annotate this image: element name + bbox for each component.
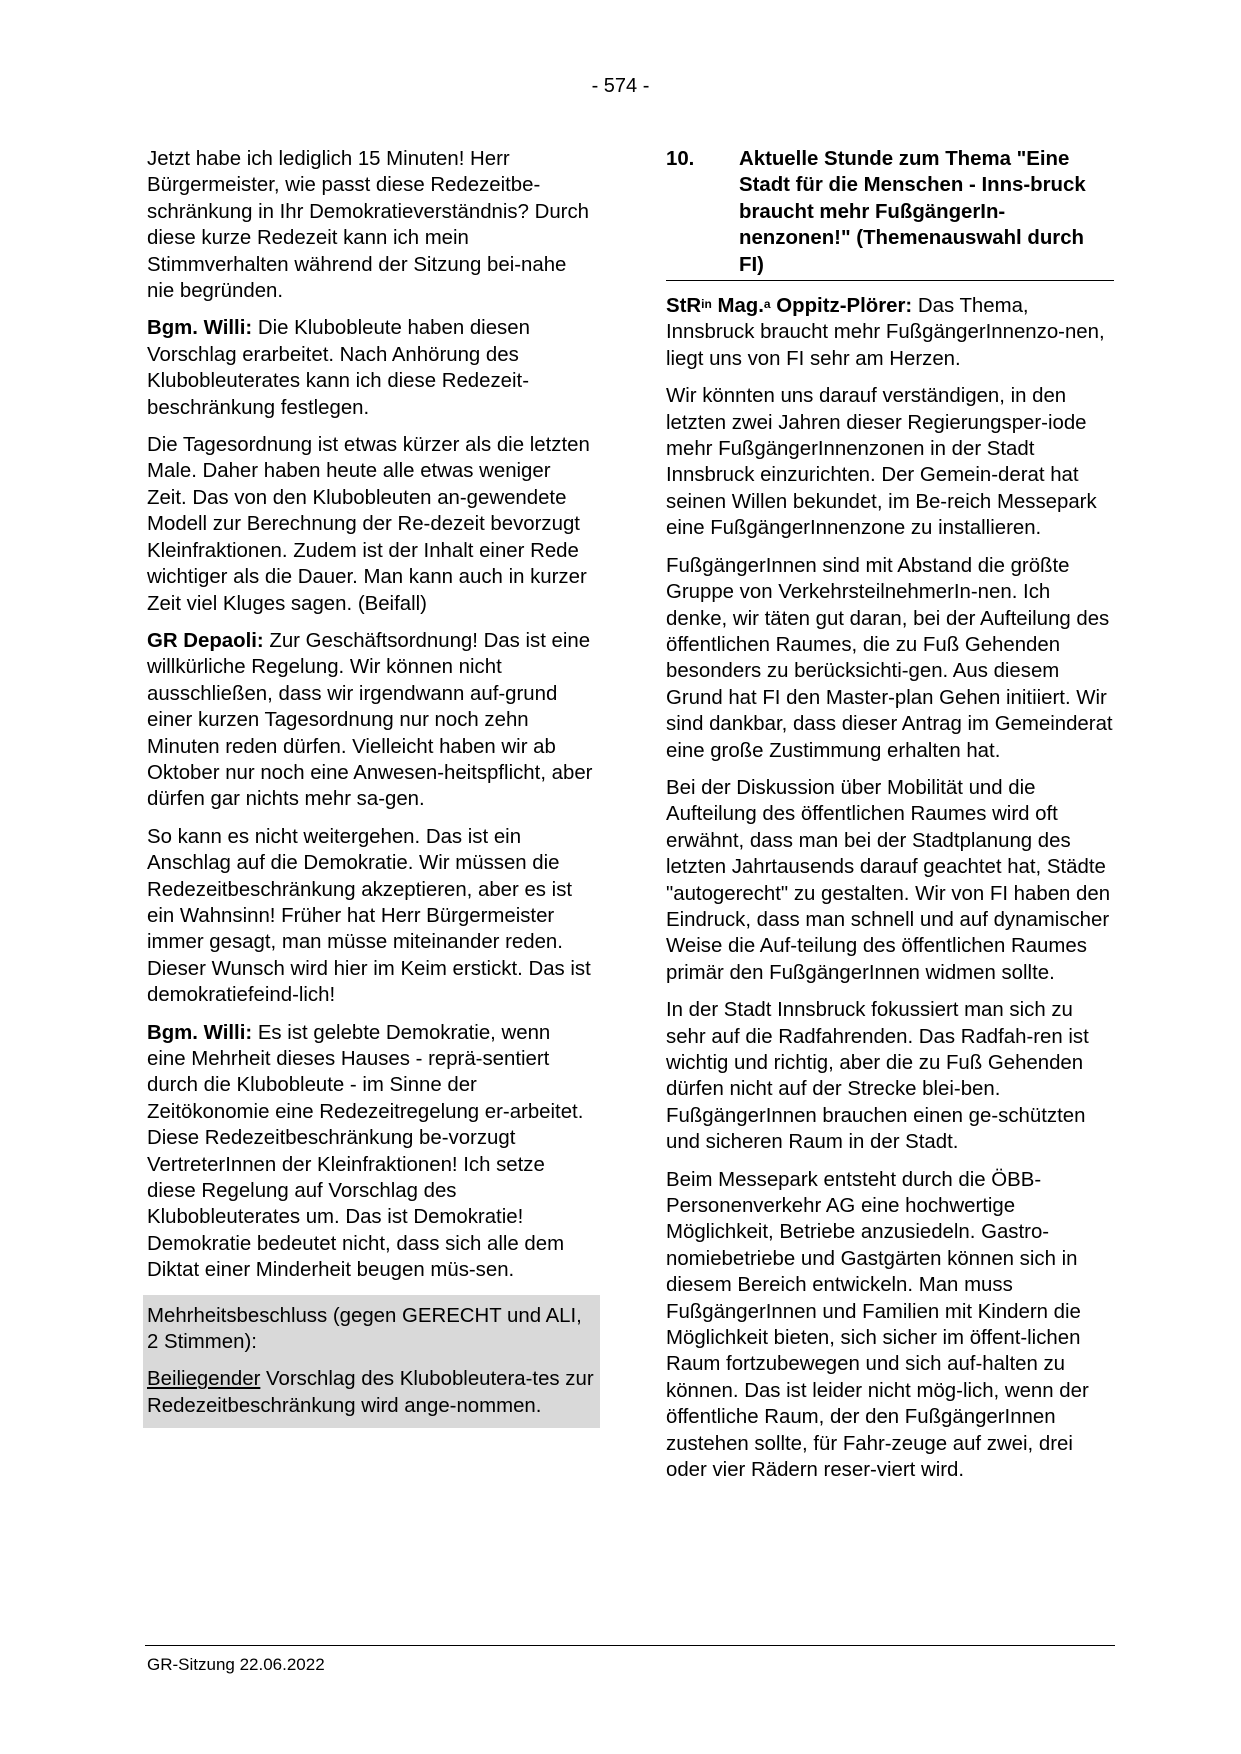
paragraph: In der Stadt Innsbruck fokussiert man sich zu sehr auf die Radfahrenden. Das Radfah-ren ist wichtig und richtig, aber die zu Fuß Gehenden dürfen nicht auf der Strecke blei-ben. FußgängerInnen brauchen einen ge-schützten und sicheren Raum in der Stadt. <box>666 999 1089 1154</box>
resolution-underlined-word: Beiliegender <box>147 1368 261 1391</box>
speech-text: Zur Geschäftsordnung! Das ist eine willkürliche Regelung. Wir können nicht ausschließen, dass wir irgendwann auf-grund einer kurzen Tagesordnung nur noch zehn Minuten reden dürfen. Vielleicht haben wir ab Oktober nur noch eine Anwesen-heitspflicht, aber dürfen gar nichts mehr sa-gen. <box>147 629 593 811</box>
resolution-box <box>143 1295 600 1429</box>
paragraph: Bei der Diskussion über Mobilität und die Aufteilung des öffentlichen Raumes wird oft erwähnt, dass man bei der Stadtplanung des letzten Jahrtausends darauf geachtet hat, Städte "autogerecht" zu gestalten. Wir von FI haben den Eindruck, dass man schnell und auf dynamischer Weise die Auf-teilung des öffentlichen Raumes primär den FußgängerInnen widmen sollte. <box>666 776 1111 984</box>
speaker-name: Bgm. Willi: <box>147 317 253 340</box>
paragraph: So kann es nicht weitergehen. Das ist ein Anschlag auf die Demokratie. Wir müssen die Redezeitbeschränkung akzeptieren, aber es ist ein Wahnsinn! Früher hat Herr Bürgermeister immer gesagt, man müsse miteinander reden. Dieser Wunsch wird hier im Keim erstickt. Das ist demokratiefeind-lich! <box>147 825 591 1007</box>
speech-paragraph <box>147 628 594 813</box>
left-column <box>147 146 594 1428</box>
speaker-name: Bgm. Willi: <box>147 1021 253 1044</box>
footer-divider <box>145 1645 1115 1646</box>
agenda-item-heading <box>666 146 1114 281</box>
speaker-name: GR Depaoli: <box>147 629 264 652</box>
paragraph: FußgängerInnen sind mit Abstand die größte Gruppe von VerkehrsteilnehmerIn-nen. Ich denke, wir täten gut daran, bei der Aufteilung des öffentlichen Raumes, die zu Fuß Gehenden besonders zu berücksichti-gen. Aus diesem Grund hat FI den Master-plan Gehen initiiert. Wir sind dankbar, dass dieser Antrag im Gemeinderat eine große Zustimmung erhalten hat. <box>666 554 1113 762</box>
resolution-text <box>147 1366 594 1419</box>
paragraph: Beim Messepark entsteht durch die ÖBB-Personenverkehr AG eine hochwertige Möglichkeit, Betriebe anzusiedeln. Gastro-nomiebetriebe und Gastgärten können sich in diesem Bereich entwickeln. Man muss FußgängerInnen und Familien mit Kindern die Möglichkeit bieten, sich sicher im öffent-lichen Raum fortzubewegen und sich auf-halten zu können. Das ist leider nicht mög-lich, wenn der öffentliche Raum, der den FußgängerInnen zustehen sollte, für Fahr-zeuge auf zwei, drei oder vier Rädern reser-viert wird. <box>666 1168 1089 1482</box>
speech-paragraph <box>147 1020 594 1284</box>
paragraph: Jetzt habe ich lediglich 15 Minuten! Herr Bürgermeister, wie passt diese Redezeitbe-schränkung in Ihr Demokratieverständnis? Durch diese kurze Redezeit kann ich mein Stimmverhalten während der Sitzung bei-nahe nie begründen. <box>147 148 590 303</box>
page-number: - 574 - <box>591 75 650 97</box>
speech-paragraph <box>147 315 594 421</box>
speech-text: Die Klubobleute haben diesen Vorschlag erarbeitet. Nach Anhörung des Klubobleuterates kann ich diese Redezeit-beschränkung festlegen. <box>147 317 530 419</box>
resolution-vote: Mehrheitsbeschluss (gegen GERECHT und ALI, 2 Stimmen): <box>147 1304 582 1354</box>
footer-session-date: GR-Sitzung 22.06.2022 <box>147 1655 325 1674</box>
agenda-number: 10. <box>666 148 695 170</box>
paragraph: Wir könnten uns darauf verständigen, in den letzten zwei Jahren dieser Regierungsper-iode mehr FußgängerInnenzonen in der Stadt Innsbruck einzurichten. Der Gemein-derat hat seinen Willen bekundet, im Be-reich Messepark eine FußgängerInnenzone zu installieren. <box>666 385 1097 540</box>
agenda-title: Aktuelle Stunde zum Thema "Eine Stadt für die Menschen - Inns-bruck braucht mehr FußgängerIn-nenzonen!" (Themenauswahl durch FI) <box>739 148 1086 276</box>
right-column <box>666 146 1114 1495</box>
paragraph: Die Tagesordnung ist etwas kürzer als die letzten Male. Daher haben heute alle etwas weniger Zeit. Das von den Klubobleuten an-gewendete Modell zur Berechnung der Re-dezeit bevorzugt Kleinfraktionen. Zudem ist der Inhalt einer Rede wichtiger als die Dauer. Man kann auch in kurzer Zeit viel Kluges sagen. (Beifall) <box>147 434 590 615</box>
speech-text: Es ist gelebte Demokratie, wenn eine Mehrheit dieses Hauses - reprä-sentiert durch die Klubobleute - im Sinne der Zeitökonomie eine Redezeitregelung er-arbeitet. Diese Redezeitbeschränkung be-vorzugt VertreterInnen der Kleinfraktionen! Ich setze diese Regelung auf Vorschlag des Klubobleuterates um. Das ist Demokratie! Demokratie bedeutet nicht, dass sich alle dem Diktat einer Minderheit beugen müs-sen. <box>147 1021 584 1282</box>
speech-paragraph <box>666 293 1114 372</box>
speaker-name: StR$^{in}$ Mag.$^a$ Oppitz-Plörer: <box>666 295 913 318</box>
speech-text: Das Thema, Innsbruck braucht mehr FußgängerInnenzo-nen, liegt uns von FI sehr am Herzen. <box>666 295 1105 370</box>
resolution-rest: Vorschlag des Klubobleutera-tes zur Redezeitbeschränkung wird ange-nommen. <box>147 1368 594 1417</box>
